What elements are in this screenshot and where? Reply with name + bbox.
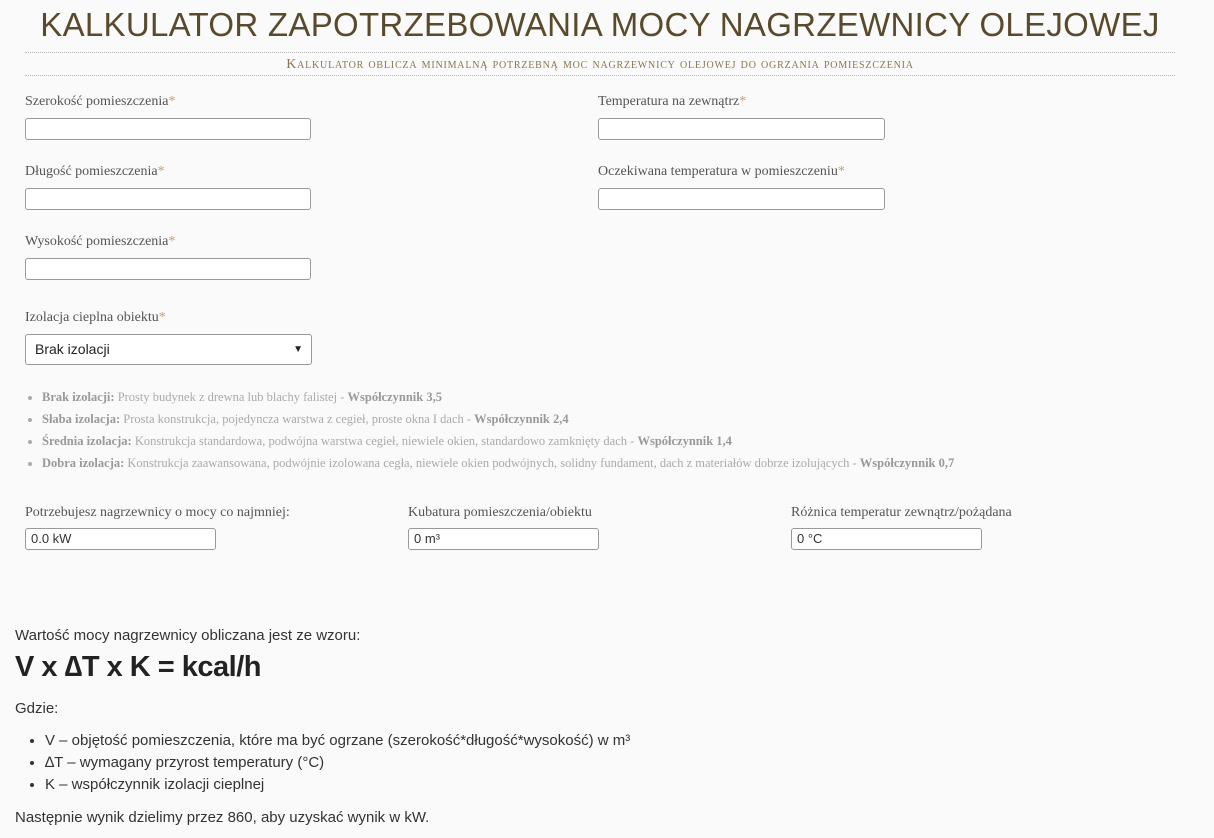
title-divider-bottom [25,75,1175,76]
required-mark: * [739,94,747,109]
required-mark: * [168,234,176,249]
outside-temp-input[interactable] [598,118,885,140]
temp-diff-result-label: Różnica temperatur zewnątrz/pożądana [791,505,1012,520]
formula: V x ∆T x K = kcal/h [15,651,261,683]
temp-diff-result-field: 0 °C [791,528,982,550]
width-input[interactable] [25,118,311,140]
list-item: • Średnia izolacja: Konstrukcja standardowa, podwójna warstwa cegieł, niewiele okien, standardowo zamknięty dach - Współczynnik 1,4 [42,430,954,452]
page-title: KALKULATOR ZAPOTRZEBOWANIA MOCY NAGRZEWNICY OLEJOWEJ [40,6,1160,43]
height-label: Wysokość pomieszczenia* [25,234,176,249]
insulation-info-list [25,386,954,474]
outside-temp-label: Temperatura na zewnątrz* [598,94,747,109]
list-item: • Słaba izolacja: Prosta konstrukcja, pojedyncza warstwa z cegieł, proste okna I dach - Współczynnik 2,4 [42,408,954,430]
list-item: • K – współczynnik izolacji cieplnej [45,774,630,796]
list-item: • Brak izolacji: Prosty budynek z drewna lub blachy falistej - Współczynnik 3,5 [42,386,954,408]
width-label: Szerokość pomieszczenia* [25,94,176,109]
insulation-select[interactable] [25,334,312,365]
inside-temp-input[interactable] [598,188,885,210]
title-divider-top [25,52,1175,53]
formula-intro: Wartość mocy nagrzewnicy obliczana jest ze wzoru: [15,627,361,644]
required-mark: * [158,310,166,325]
list-item: • Dobra izolacja: Konstrukcja zaawansowana, podwójnie izolowana cegła, niewiele okien podwójnych, solidny fundament, dach z materiałów dobrze izolujących - Współczynnik 0,7 [42,452,954,474]
insulation-label: Izolacja cieplna obiektu* [25,310,166,325]
formula-outro: Następnie wynik dzielimy przez 860, aby uzyskać wynik w kW. [15,809,430,826]
list-item: • V – objętość pomieszczenia, które ma być ogrzane (szerokość*długość*wysokość) w m³ [45,730,630,752]
formula-where: Gdzie: [15,700,59,717]
list-item: • ∆T – wymagany przyrost temperatury (°C) [45,752,630,774]
volume-result-label: Kubatura pomieszczenia/obiektu [408,505,592,520]
power-result-label: Potrzebujesz nagrzewnicy o mocy co najmniej: [25,505,290,520]
required-mark: * [157,164,165,179]
required-mark: * [168,94,176,109]
volume-result-field: 0 m³ [408,528,599,550]
insulation-selected-value: Brak izolacji [35,341,110,357]
required-mark: * [837,164,845,179]
length-label: Długość pomieszczenia* [25,164,165,179]
inside-temp-label: Oczekiwana temperatura w pomieszczeniu* [598,164,845,179]
power-result-field: 0.0 kW [25,528,216,550]
page-subtitle: Kalkulator oblicza minimalną potrzebną moc nagrzewnicy olejowej do ogrzania pomieszczenia [286,57,914,72]
height-input[interactable] [25,258,311,280]
dropdown-arrow-icon: ▼ [293,344,303,355]
length-input[interactable] [25,188,311,210]
formula-definitions [15,730,630,796]
